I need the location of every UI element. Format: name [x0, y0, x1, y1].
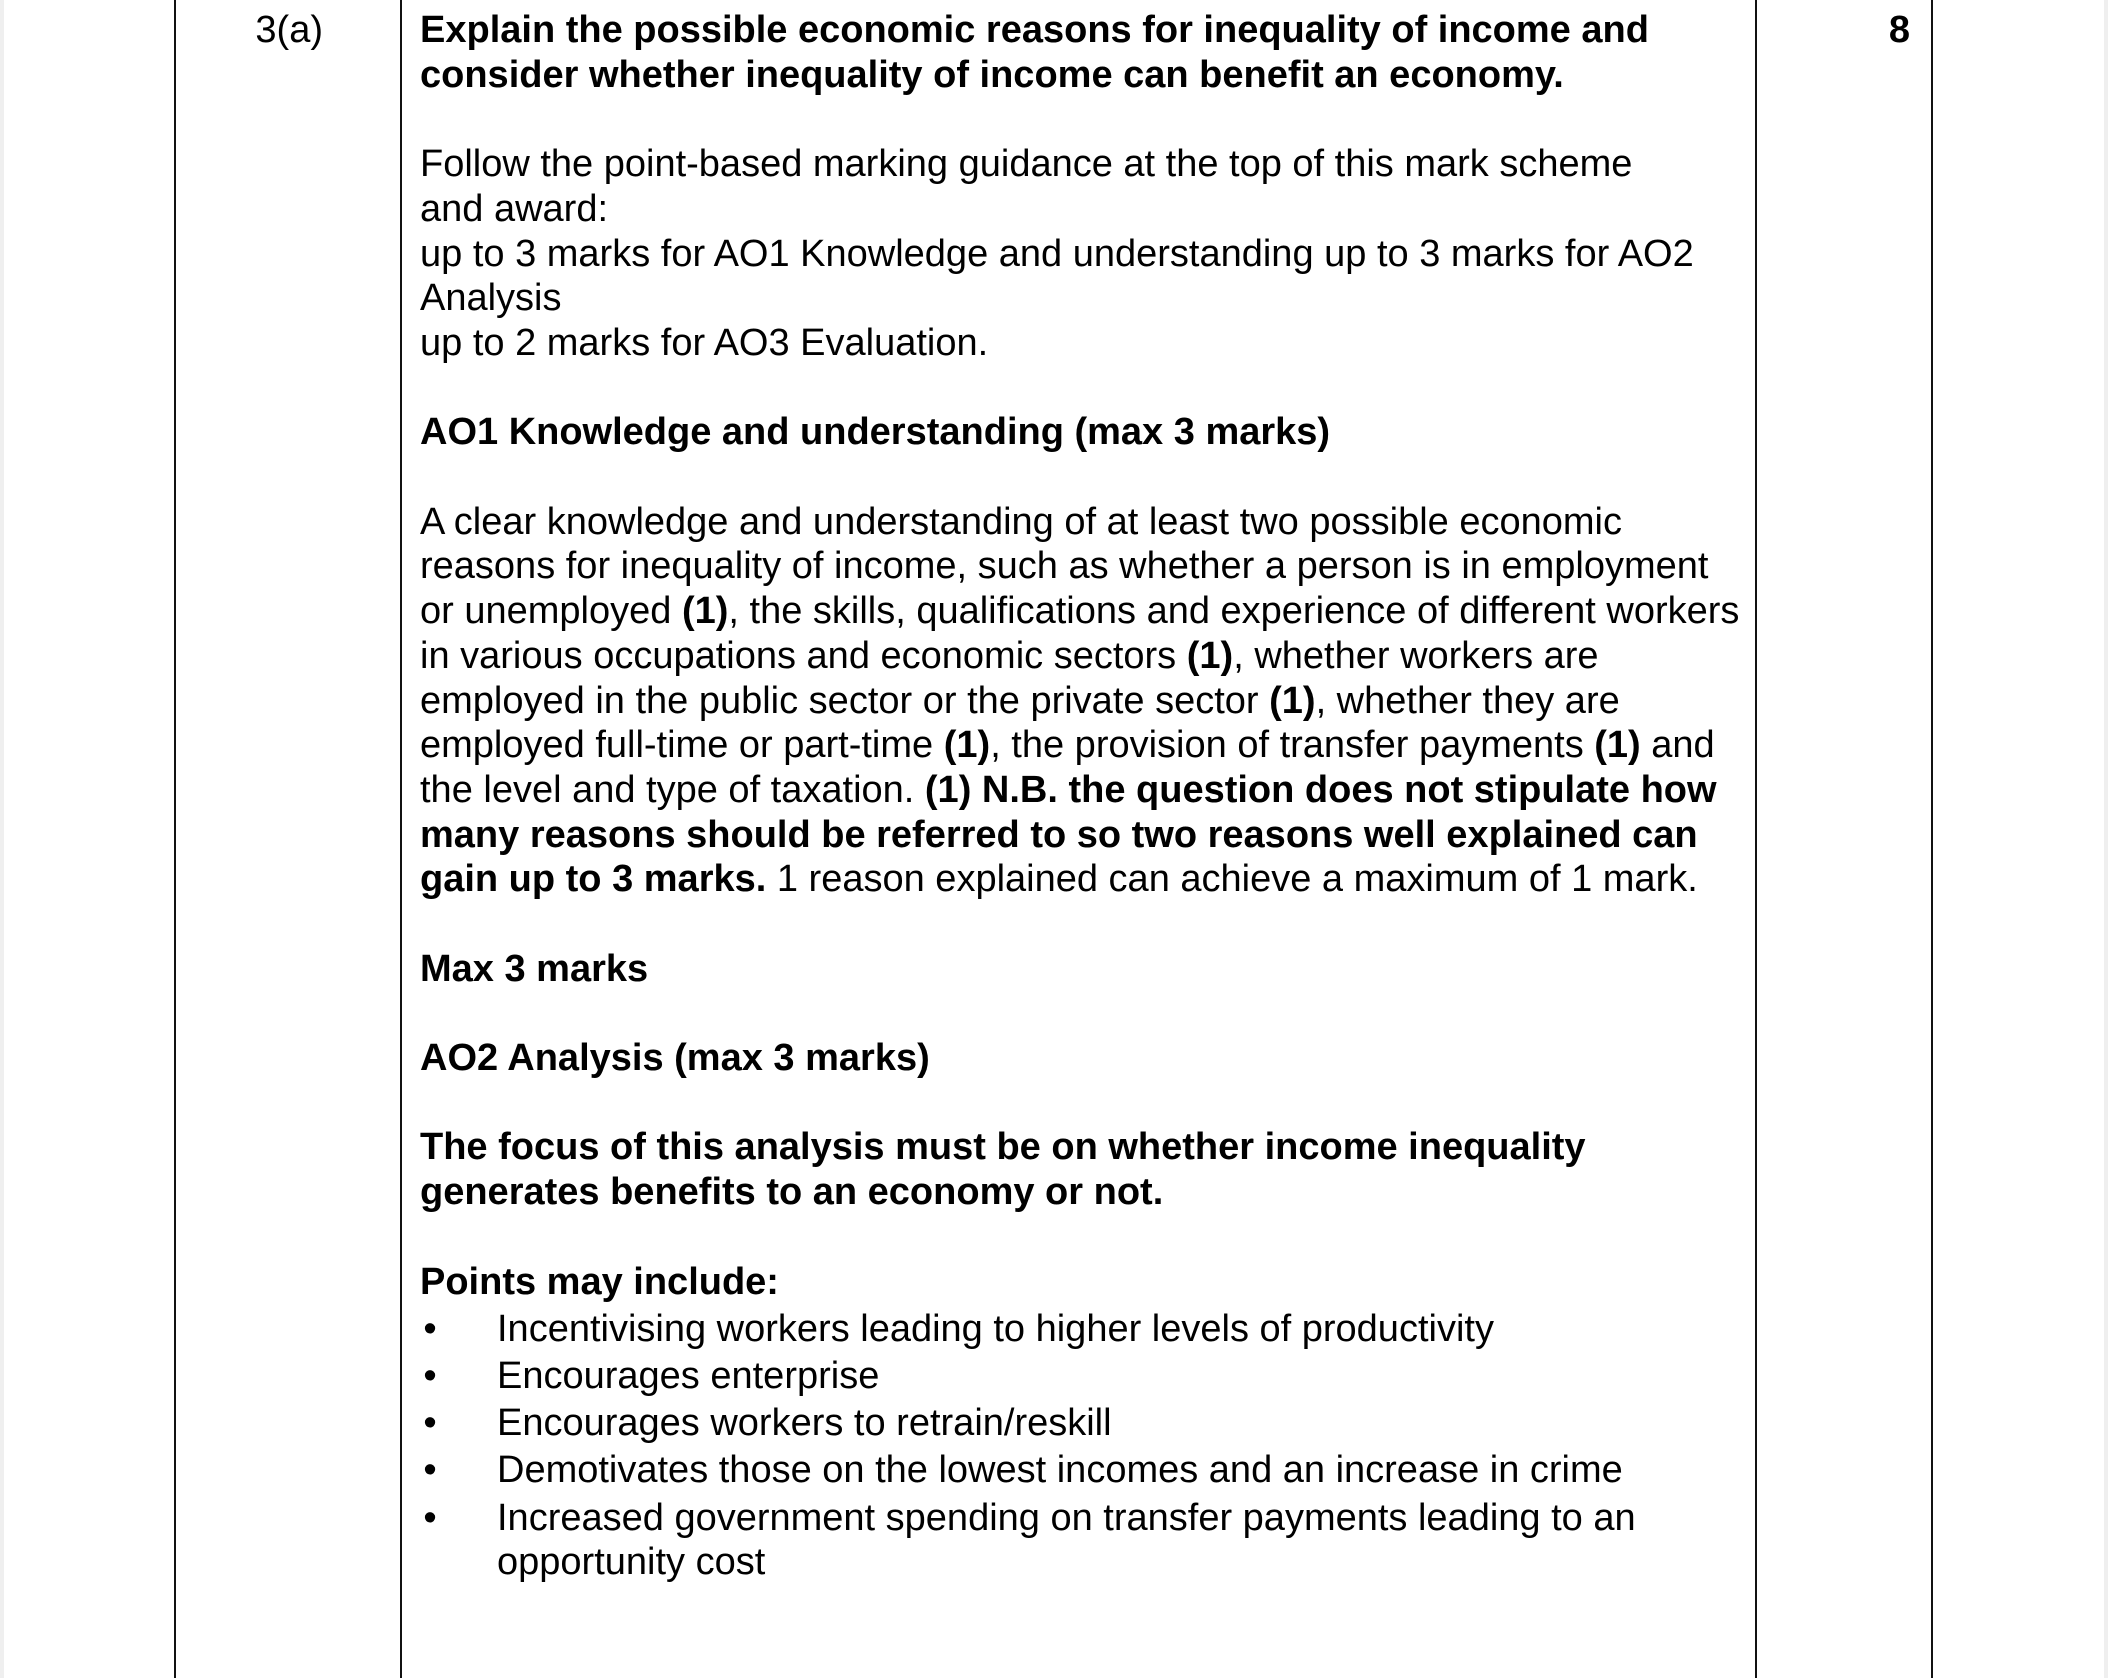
bullet-icon: •: [423, 1354, 437, 1397]
mark-indicator: (1): [1594, 724, 1641, 767]
page-edge-left: [0, 0, 4, 1678]
spacer: [420, 991, 1742, 1036]
ao2-heading: AO2 Analysis (max 3 marks): [420, 1037, 930, 1080]
list-item: [420, 1496, 1677, 1585]
spacer: [420, 97, 1742, 142]
ao2-focus: The focus of this analysis must be on whether income inequality generates benefits to an economy or not.: [420, 1126, 1586, 1214]
point-text: Demotivates those on the lowest incomes and an increase in crime: [497, 1449, 1623, 1492]
ao1-text: , whether they are employed full-time or part-time: [420, 679, 1620, 767]
points-heading: Points may include:: [420, 1260, 779, 1303]
marks-value: 8: [1888, 9, 1910, 51]
list-item: [420, 1307, 1742, 1352]
spacer: [420, 1081, 1742, 1126]
answer-cell: [420, 8, 1742, 1585]
point-text: Encourages workers to retrain/reskill: [497, 1402, 1112, 1445]
question-number-cell: [176, 0, 401, 1678]
spacer: [420, 366, 1742, 411]
mark-indicator: (1): [943, 724, 991, 767]
mark-indicator: (1): [1186, 634, 1234, 677]
point-text: Encourages enterprise: [497, 1354, 880, 1397]
list-item: [420, 1401, 1742, 1446]
guidance-line-1: Follow the point-based marking guidance at the top of this mark scheme: [420, 143, 1633, 186]
ao1-heading: AO1 Knowledge and understanding (max 3 marks): [420, 411, 1331, 454]
guidance-line-4: Analysis: [420, 277, 562, 320]
ao1-text: , whether workers are employed in the public sector or the private sector: [420, 634, 1599, 722]
spacer: [420, 455, 1742, 500]
mark-indicator: (1): [681, 590, 729, 633]
mark-indicator: (1): [1269, 679, 1316, 722]
guidance-cell: [1934, 0, 2104, 1678]
points-list: [420, 1307, 1742, 1585]
point-text: Incentivising workers leading to higher levels of productivity: [497, 1307, 1494, 1350]
table-border-right: [1931, 0, 1933, 1678]
ao1-text: , the provision of transfer payments: [990, 724, 1595, 767]
guidance-line-5: up to 2 marks for AO3 Evaluation.: [420, 321, 989, 364]
guidance-line-2: and award:: [420, 187, 609, 230]
marks-cell: [1758, 8, 1910, 53]
point-text: Increased government spending on transfer payments leading to an opportunity cost: [497, 1496, 1636, 1584]
bullet-icon: •: [423, 1496, 437, 1539]
ao1-text: and the level and type of taxation.: [420, 724, 1715, 811]
ao1-max-marks: Max 3 marks: [420, 947, 649, 990]
nb-note: (1) N.B. the question does not stipulate how many reasons should be referred to so two reasons well explained can gain up to 3 marks.: [420, 768, 1717, 901]
ao1-paragraph: [420, 500, 1742, 902]
ao1-text: A clear knowledge and understanding of at least two possible economic reasons for inequality of income, such as whether a person is in employment or unemployed: [420, 500, 1709, 633]
page-edge-right: [2104, 0, 2108, 1678]
ao1-text: 1 reason explained can achieve a maximum of 1 mark.: [766, 858, 1698, 901]
bullet-icon: •: [423, 1449, 437, 1492]
ao1-text: , the skills, qualifications and experience of different workers in various occupations and economic sectors: [420, 590, 1740, 677]
list-item: [420, 1448, 1742, 1493]
bullet-icon: •: [423, 1402, 437, 1445]
table-border-marks-col: [1755, 0, 1757, 1678]
question-number: 3(a): [255, 9, 323, 51]
guidance-line-3: up to 3 marks for AO1 Knowledge and understanding up to 3 marks for AO2: [420, 232, 1694, 275]
spacer: [420, 1215, 1742, 1260]
bullet-icon: •: [423, 1307, 437, 1350]
question-text-line-2: consider whether inequality of income can benefit an economy.: [420, 53, 1564, 96]
spacer: [420, 902, 1742, 947]
question-text-line-1: Explain the possible economic reasons for inequality of income and: [420, 9, 1649, 51]
list-item: [420, 1354, 1742, 1399]
